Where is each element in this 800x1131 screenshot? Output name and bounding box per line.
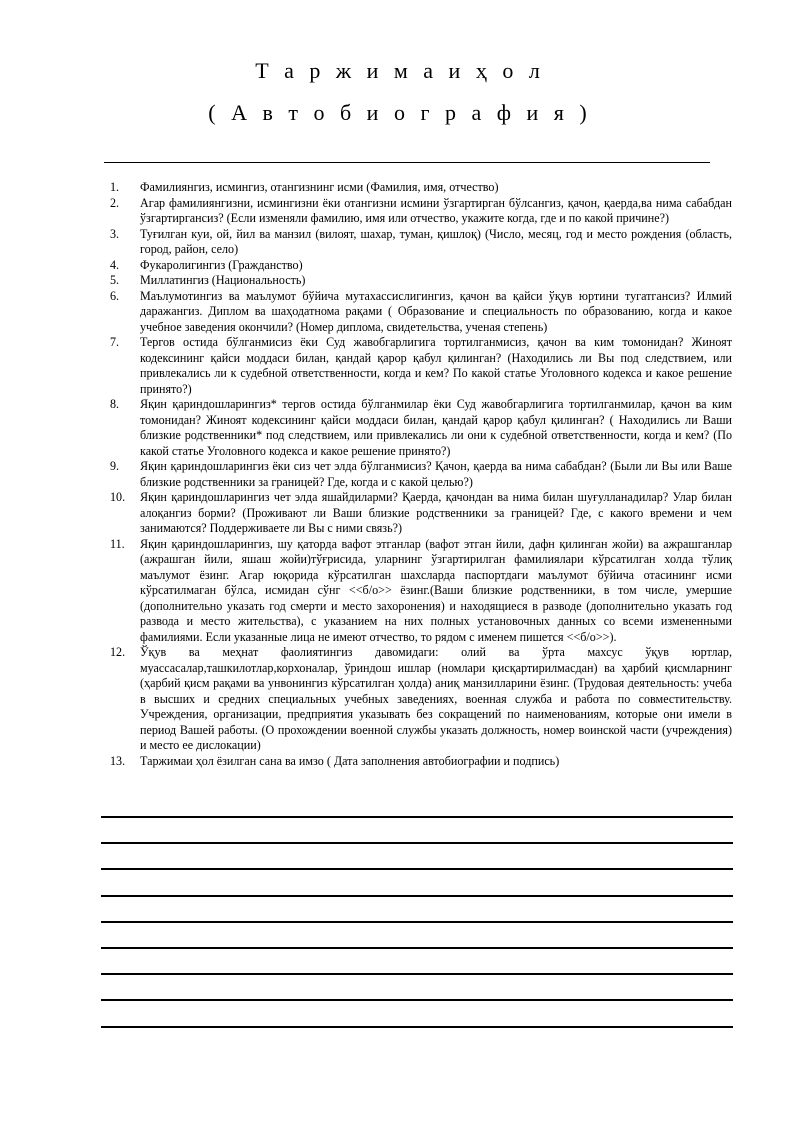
question-item: [0, 196, 800, 227]
question-text: Яқин қариндошларингиз чет элда яшайдиларми? Қаерда, қачондан ва нима билан шуғулланадилар? Улар билан алоқангиз борми? (Проживают ли Ваши близкие родственники за границей? Где, с какого времени и чем занимаются? Поддерживаете ли Вы с ними связь?): [140, 490, 732, 535]
question-number: 12.: [110, 645, 126, 659]
question-number: 8.: [110, 397, 120, 411]
question-text: Таржимаи ҳол ёзилган сана ва имзо ( Дата заполнения автобиографии и подпись): [140, 753, 560, 768]
answer-line[interactable]: [101, 921, 733, 947]
question-text: Фукаролигингиз (Гражданство): [140, 257, 303, 272]
question-item: [0, 258, 800, 274]
question-item: [0, 227, 800, 258]
question-text: Яқин қариндошларингиз, шу қаторда вафот этганлар (вафот этган йили, дафн қилинган жойи) ва ажрашганлар (ажрашган йили, яшаш жойи)тўғрисида, уларнинг ўзгартирилган фамилиялари кўрсатилган холда тўлиқ маълумот ёзинг. Агар юқорида кўрсатилган шахсларда паспортдаги маълумот бўйича отасининг исми кўрсатилмаган бўлса, исмидан сўнг <<б/о>> ёзинг.(Ваши близкие родственники, в том числе, умершие (дополнительно указать год смерти и место захоронения) и находящиеся в разводе (дополнительно указать год развода и место жительства), с указанием на них полных установочных данных со всеми измененными фамилиями. Если указанные лица не имеют отчество, то рядом с именем пишется <<б/о>>).: [140, 536, 732, 644]
question-item: [0, 180, 800, 196]
question-number: 7.: [110, 335, 120, 349]
question-list: [0, 180, 800, 769]
question-text: Туғилган куи, ой, йил ва манзил (вилоят, шахар, туман, қишлоқ) (Число, месяц, год и место рождения (область, город, район, село): [140, 226, 732, 256]
question-number: 1.: [110, 180, 120, 194]
question-text: Миллатингиз (Национальность): [140, 273, 306, 287]
question-item: [0, 335, 800, 397]
question-number: 5.: [110, 273, 120, 287]
answer-lines: [101, 816, 733, 1052]
answer-line[interactable]: [101, 999, 733, 1025]
answer-line[interactable]: [101, 842, 733, 868]
question-item: [0, 397, 800, 459]
question-number: 4.: [110, 257, 120, 272]
answer-line[interactable]: [101, 895, 733, 921]
answer-line[interactable]: [101, 947, 733, 973]
question-text: Ўқув ва меҳнат фаолиятингиз давомидаги: олий ва ўрта махсус ўқув юртлар, муассасалар,ташкилотлар,корхоналар, ўриндош ишлар (номлари қисқартирилмасдан) ва ҳарбий қисмларнинг (ҳарбий қисм рақами ва унвонингиз кўрсатилган ҳолда) аниқ манзилларини ёзинг. (Трудовая деятельность: учеба в высших и средних специальных учебных заведениях, военная служба и работа по совместительству. Учреждения, организации, предприятия указывать без сокращений по наименованиям, которые они имели в период Вашей работы. (О прохождении военной службы указать должность, номер воинской части (учреждения) и место ее дислокации): [140, 645, 732, 752]
question-text: Фамилиянгиз, исмингиз, отангизнинг исми (Фамилия, имя, отчество): [140, 180, 499, 194]
question-item: [0, 273, 800, 289]
question-number: 11.: [110, 536, 125, 551]
answer-line[interactable]: [101, 973, 733, 999]
answer-line[interactable]: [101, 868, 733, 894]
question-number: 6.: [110, 288, 120, 303]
question-item: [0, 537, 800, 646]
question-number: 3.: [110, 226, 120, 241]
question-item: [0, 289, 800, 336]
question-text: Яқин қариндошларингиз ёки сиз чет элда бўлганмисиз? Қачон, қаерда ва нима сабабдан? (Были ли Вы или Ваше близкие родственники за границей? Где, когда и с какой целью?): [140, 459, 732, 489]
question-item: [0, 459, 800, 490]
answer-line[interactable]: [101, 816, 733, 842]
question-text: Агар фамилиянгизни, исмингизни ёки отангизни исмини ўзгартирган бўлсангиз, қачон, қаерда,ва нима сабабдан ўзгартиргансиз? (Если изменяли фамилию, имя или отчество, укажите когда, где и по какой причине?): [140, 195, 732, 225]
question-item: [0, 490, 800, 537]
question-number: 13.: [110, 753, 126, 768]
question-text: Тергов остида бўлганмисиз ёки Суд жавобгарлигига тортилганмисиз, қачон ва ким томонидан? Жиноят кодексининг қайси моддаси билан, қандай қарор қабул қилинган? (Находились ли Вы под следствием, или привлекались ли к судебной ответственности, когда и кем? По какой статье Уголовного кодекса и какое решение принято?): [140, 335, 732, 396]
title-divider: [104, 162, 710, 163]
page-subtitle: ( А в т о б и о г р а ф и я ): [208, 100, 592, 125]
question-number: 2.: [110, 195, 120, 210]
answer-line[interactable]: [101, 1026, 733, 1052]
page-title: Т а р ж и м а и ҳ о л: [255, 58, 545, 83]
question-item: [0, 754, 800, 770]
question-item: [0, 645, 800, 754]
question-number: 9.: [110, 459, 120, 473]
question-number: 10.: [110, 490, 126, 504]
question-text: Яқин қариндошларингиз* тергов остида бўлганмилар ёки Суд жавобгарлигига тортилганмилар, қачон ва ким томонидан? Жиноят кодексининг қайси моддаси билан, қандай қарор қабул қилинган? ( Находились ли Ваши близкие родственники* под следствием, или привлекались ли они к судебной ответственности, когда и кем? (По какой статье Уголовного кодекса и какое решение принято?): [140, 397, 732, 458]
question-text: Маълумотингиз ва маълумот бўйича мутахассислигингиз, қачон ва қайси ўқув юртини тугатгансиз? Илмий даражангиз. Диплом ва шаҳодатнома рақами ( Образование и специальность по образованию, когда и какое учебное заведения окончили? (Номер диплома, свидетельства, ученая степень): [140, 288, 732, 334]
